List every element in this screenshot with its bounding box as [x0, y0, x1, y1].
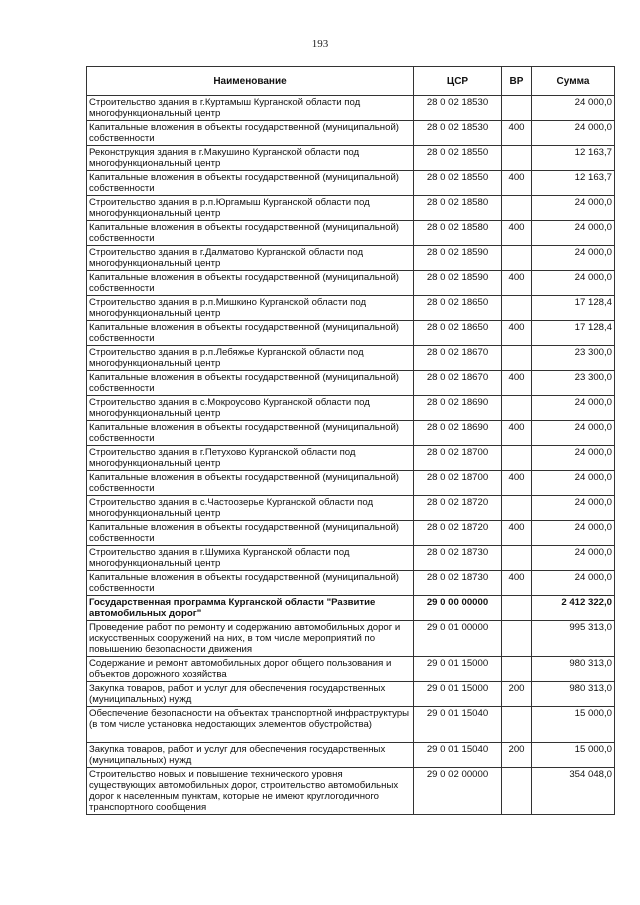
cell-csr: 28 0 02 18550 [414, 146, 502, 171]
cell-sum: 24 000,0 [532, 121, 615, 146]
table-row [87, 471, 615, 496]
cell-vr: 200 [502, 743, 532, 768]
table-row [87, 621, 615, 657]
cell-name: Капитальные вложения в объекты государственной (муниципальной) собственности [87, 221, 414, 246]
cell-name: Капитальные вложения в объекты государственной (муниципальной) собственности [87, 271, 414, 296]
cell-sum: 17 128,4 [532, 296, 615, 321]
cell-name: Строительство здания в с.Мокроусово Курганской области под многофункциональный центр [87, 396, 414, 421]
cell-vr [502, 596, 532, 621]
table-row [87, 421, 615, 446]
cell-vr [502, 657, 532, 682]
cell-name: Строительство здания в р.п.Юргамыш Курганской области под многофункциональный центр [87, 196, 414, 221]
cell-csr: 28 0 02 18590 [414, 271, 502, 296]
cell-vr [502, 621, 532, 657]
budget-table [86, 66, 615, 815]
cell-csr: 29 0 00 00000 [414, 596, 502, 621]
table-header-row [87, 67, 615, 96]
table-row [87, 296, 615, 321]
cell-name: Капитальные вложения в объекты государственной (муниципальной) собственности [87, 371, 414, 396]
cell-csr: 28 0 02 18700 [414, 446, 502, 471]
table-row [87, 196, 615, 221]
table-row [87, 346, 615, 371]
cell-csr: 29 0 01 15000 [414, 657, 502, 682]
cell-vr: 400 [502, 521, 532, 546]
cell-csr: 29 0 02 00000 [414, 768, 502, 815]
cell-sum: 24 000,0 [532, 96, 615, 121]
cell-sum: 24 000,0 [532, 546, 615, 571]
cell-csr: 28 0 02 18580 [414, 196, 502, 221]
cell-vr [502, 496, 532, 521]
cell-csr: 28 0 02 18590 [414, 246, 502, 271]
table-row [87, 171, 615, 196]
cell-name: Капитальные вложения в объекты государственной (муниципальной) собственности [87, 571, 414, 596]
cell-sum: 12 163,7 [532, 171, 615, 196]
cell-csr: 28 0 02 18670 [414, 371, 502, 396]
cell-vr: 400 [502, 121, 532, 146]
cell-name: Содержание и ремонт автомобильных дорог общего пользования и объектов дорожного хозяйства [87, 657, 414, 682]
table-row [87, 571, 615, 596]
table-row [87, 682, 615, 707]
cell-csr: 28 0 02 18530 [414, 96, 502, 121]
table-body [87, 96, 615, 815]
table-row [87, 146, 615, 171]
cell-sum: 24 000,0 [532, 571, 615, 596]
table-row [87, 396, 615, 421]
cell-csr: 28 0 02 18650 [414, 321, 502, 346]
cell-vr: 400 [502, 571, 532, 596]
cell-name: Реконструкция здания в г.Макушино Курганской области под многофункциональный центр [87, 146, 414, 171]
cell-sum: 24 000,0 [532, 521, 615, 546]
cell-name: Строительство здания в р.п.Лебяжье Курганской области под многофункциональный центр [87, 346, 414, 371]
table-row [87, 657, 615, 682]
table-row [87, 707, 615, 743]
cell-vr [502, 707, 532, 743]
cell-sum: 980 313,0 [532, 657, 615, 682]
cell-vr [502, 546, 532, 571]
table-row [87, 96, 615, 121]
cell-csr: 28 0 02 18700 [414, 471, 502, 496]
cell-sum: 24 000,0 [532, 221, 615, 246]
page-number: 193 [311, 38, 329, 50]
cell-name: Капитальные вложения в объекты государственной (муниципальной) собственности [87, 321, 414, 346]
cell-vr: 400 [502, 371, 532, 396]
cell-vr: 400 [502, 421, 532, 446]
cell-csr: 29 0 01 15040 [414, 707, 502, 743]
cell-csr: 28 0 02 18580 [414, 221, 502, 246]
cell-sum: 980 313,0 [532, 682, 615, 707]
cell-name: Закупка товаров, работ и услуг для обеспечения государственных (муниципальных) нужд [87, 743, 414, 768]
table-row [87, 446, 615, 471]
cell-name: Капитальные вложения в объекты государственной (муниципальной) собственности [87, 521, 414, 546]
table-row [87, 546, 615, 571]
cell-sum: 24 000,0 [532, 471, 615, 496]
cell-sum: 995 313,0 [532, 621, 615, 657]
cell-vr [502, 246, 532, 271]
cell-name: Строительство здания в г.Шумиха Курганской области под многофункциональный центр [87, 546, 414, 571]
cell-csr: 29 0 01 15000 [414, 682, 502, 707]
cell-name: Строительство здания в г.Куртамыш Курганской области под многофункциональный центр [87, 96, 414, 121]
cell-vr: 400 [502, 271, 532, 296]
table-row [87, 221, 615, 246]
cell-sum: 24 000,0 [532, 271, 615, 296]
table-row [87, 743, 615, 768]
header-vr: ВР [502, 67, 532, 96]
cell-csr: 28 0 02 18730 [414, 571, 502, 596]
cell-name: Закупка товаров, работ и услуг для обеспечения государственных (муниципальных) нужд [87, 682, 414, 707]
cell-name: Капитальные вложения в объекты государственной (муниципальной) собственности [87, 421, 414, 446]
cell-sum: 2 412 322,0 [532, 596, 615, 621]
cell-csr: 28 0 02 18730 [414, 546, 502, 571]
cell-name: Капитальные вложения в объекты государственной (муниципальной) собственности [87, 121, 414, 146]
cell-csr: 28 0 02 18650 [414, 296, 502, 321]
cell-csr: 28 0 02 18720 [414, 521, 502, 546]
cell-sum: 12 163,7 [532, 146, 615, 171]
cell-name: Обеспечение безопасности на объектах транспортной инфраструктуры (в том числе установка недостающих элементов обустройства) [87, 707, 414, 743]
cell-vr: 400 [502, 321, 532, 346]
cell-sum: 17 128,4 [532, 321, 615, 346]
cell-csr: 28 0 02 18550 [414, 171, 502, 196]
cell-sum: 24 000,0 [532, 496, 615, 521]
table-row [87, 496, 615, 521]
cell-sum: 24 000,0 [532, 246, 615, 271]
cell-sum: 24 000,0 [532, 196, 615, 221]
header-csr: ЦСР [414, 67, 502, 96]
header-sum: Сумма [532, 67, 615, 96]
cell-sum: 15 000,0 [532, 707, 615, 743]
cell-csr: 28 0 02 18690 [414, 421, 502, 446]
cell-name: Государственная программа Курганской области "Развитие автомобильных дорог" [87, 596, 414, 621]
table-row [87, 246, 615, 271]
cell-csr: 29 0 01 00000 [414, 621, 502, 657]
cell-vr: 400 [502, 221, 532, 246]
table-row [87, 596, 615, 621]
cell-vr [502, 196, 532, 221]
cell-vr: 400 [502, 471, 532, 496]
table-row [87, 521, 615, 546]
cell-sum: 24 000,0 [532, 396, 615, 421]
header-name: Наименование [87, 67, 414, 96]
cell-name: Строительство здания в г.Петухово Курганской области под многофункциональный центр [87, 446, 414, 471]
cell-csr: 29 0 01 15040 [414, 743, 502, 768]
cell-name: Капитальные вложения в объекты государственной (муниципальной) собственности [87, 171, 414, 196]
cell-vr [502, 396, 532, 421]
cell-sum: 23 300,0 [532, 371, 615, 396]
cell-vr [502, 96, 532, 121]
table-row [87, 121, 615, 146]
cell-csr: 28 0 02 18690 [414, 396, 502, 421]
table-row [87, 768, 615, 815]
cell-vr [502, 768, 532, 815]
cell-csr: 28 0 02 18670 [414, 346, 502, 371]
cell-vr [502, 146, 532, 171]
cell-vr: 400 [502, 171, 532, 196]
cell-csr: 28 0 02 18720 [414, 496, 502, 521]
table-row [87, 371, 615, 396]
cell-name: Капитальные вложения в объекты государственной (муниципальной) собственности [87, 471, 414, 496]
cell-sum: 23 300,0 [532, 346, 615, 371]
cell-name: Проведение работ по ремонту и содержанию автомобильных дорог и искусственных сооружений на них, в том числе мероприятий по повышению безопасности движения [87, 621, 414, 657]
cell-name: Строительство здания в г.Далматово Курганской области под многофункциональный центр [87, 246, 414, 271]
cell-sum: 24 000,0 [532, 421, 615, 446]
cell-name: Строительство новых и повышение технического уровня существующих автомобильных дорог, строительство автомобильных дорог к населенным пунктам, которые не имеют круглогодичного транспортного сообщения [87, 768, 414, 815]
cell-csr: 28 0 02 18530 [414, 121, 502, 146]
cell-vr: 200 [502, 682, 532, 707]
cell-sum: 354 048,0 [532, 768, 615, 815]
cell-vr [502, 346, 532, 371]
cell-vr [502, 296, 532, 321]
cell-vr [502, 446, 532, 471]
cell-name: Строительство здания в с.Частоозерье Курганской области под многофункциональный центр [87, 496, 414, 521]
cell-name: Строительство здания в р.п.Мишкино Курганской области под многофункциональный центр [87, 296, 414, 321]
table-row [87, 271, 615, 296]
table-row [87, 321, 615, 346]
cell-sum: 24 000,0 [532, 446, 615, 471]
cell-sum: 15 000,0 [532, 743, 615, 768]
